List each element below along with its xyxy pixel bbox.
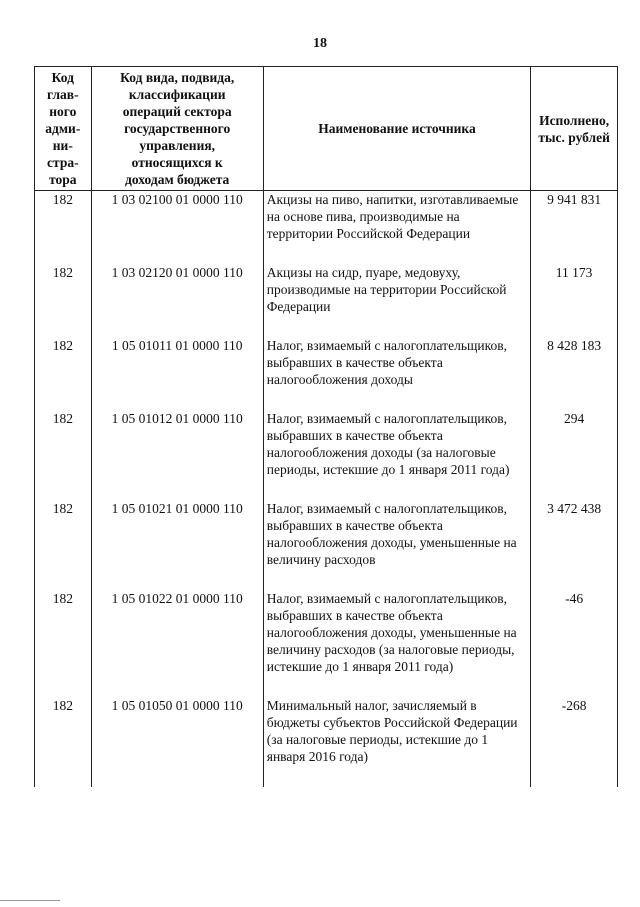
revenue-table [34, 66, 618, 787]
executed-value-cell: 294 [531, 410, 618, 500]
source-name-cell: Налог, взимаемый с налогоплательщиков, выбравших в качестве объекта налогообложения доходы, уменьшенные на величину расходов [263, 500, 530, 590]
classification-code-cell: 1 05 01050 01 0000 110 [91, 697, 263, 787]
source-name-cell: Акцизы на сидр, пуаре, медовуху, производимые на территории Российской Федерации [263, 264, 530, 337]
admin-code-cell: 182 [35, 590, 92, 697]
header-executed: Исполнено, тыс. рублей [531, 67, 618, 191]
source-name-cell: Налог, взимаемый с налогоплательщиков, выбравших в качестве объекта налогообложения доходы (за налоговые периоды, истекшие до 1 января 2011 года) [263, 410, 530, 500]
table-row [35, 697, 618, 787]
executed-value-cell: 9 941 831 [531, 191, 618, 265]
admin-code-cell: 182 [35, 264, 92, 337]
table-header-row [35, 67, 618, 191]
admin-code-cell: 182 [35, 697, 92, 787]
source-name-cell: Налог, взимаемый с налогоплательщиков, выбравших в качестве объекта налогообложения доходы [263, 337, 530, 410]
admin-code-cell: 182 [35, 191, 92, 265]
header-source-name: Наименование источника [263, 67, 530, 191]
executed-value-cell: -268 [531, 697, 618, 787]
table-row [35, 337, 618, 410]
header-admin-code: Код глав- ного адми- ни- стра- тора [35, 67, 92, 191]
classification-code-cell: 1 03 02100 01 0000 110 [91, 191, 263, 265]
table-row [35, 500, 618, 590]
classification-code-cell: 1 05 01021 01 0000 110 [91, 500, 263, 590]
executed-value-cell: 11 173 [531, 264, 618, 337]
source-name-cell: Налог, взимаемый с налогоплательщиков, выбравших в качестве объекта налогообложения доходы, уменьшенные на величину расходов (за налоговые периоды, истекшие до 1 января 2011 года) [263, 590, 530, 697]
classification-code-cell: 1 05 01012 01 0000 110 [91, 410, 263, 500]
source-name-cell: Акцизы на пиво, напитки, изготавливаемые на основе пива, производимые на территории Российской Федерации [263, 191, 530, 265]
source-name-cell: Минимальный налог, зачисляемый в бюджеты субъектов Российской Федерации (за налоговые периоды, истекшие до 1 января 2016 года) [263, 697, 530, 787]
table-body [35, 191, 618, 788]
admin-code-cell: 182 [35, 337, 92, 410]
table-row [35, 264, 618, 337]
admin-code-cell: 182 [35, 410, 92, 500]
table-row [35, 191, 618, 265]
classification-code-cell: 1 03 02120 01 0000 110 [91, 264, 263, 337]
executed-value-cell: 3 472 438 [531, 500, 618, 590]
classification-code-cell: 1 05 01011 01 0000 110 [91, 337, 263, 410]
header-classification-code: Код вида, подвида, классификации операций сектора государственного управления, относящихся к доходам бюджета [91, 67, 263, 191]
executed-value-cell: 8 428 183 [531, 337, 618, 410]
table-row [35, 410, 618, 500]
admin-code-cell: 182 [35, 500, 92, 590]
table-row [35, 590, 618, 697]
page-number: 18 [313, 36, 327, 51]
executed-value-cell: -46 [531, 590, 618, 697]
classification-code-cell: 1 05 01022 01 0000 110 [91, 590, 263, 697]
scan-edge-mark [0, 900, 60, 901]
